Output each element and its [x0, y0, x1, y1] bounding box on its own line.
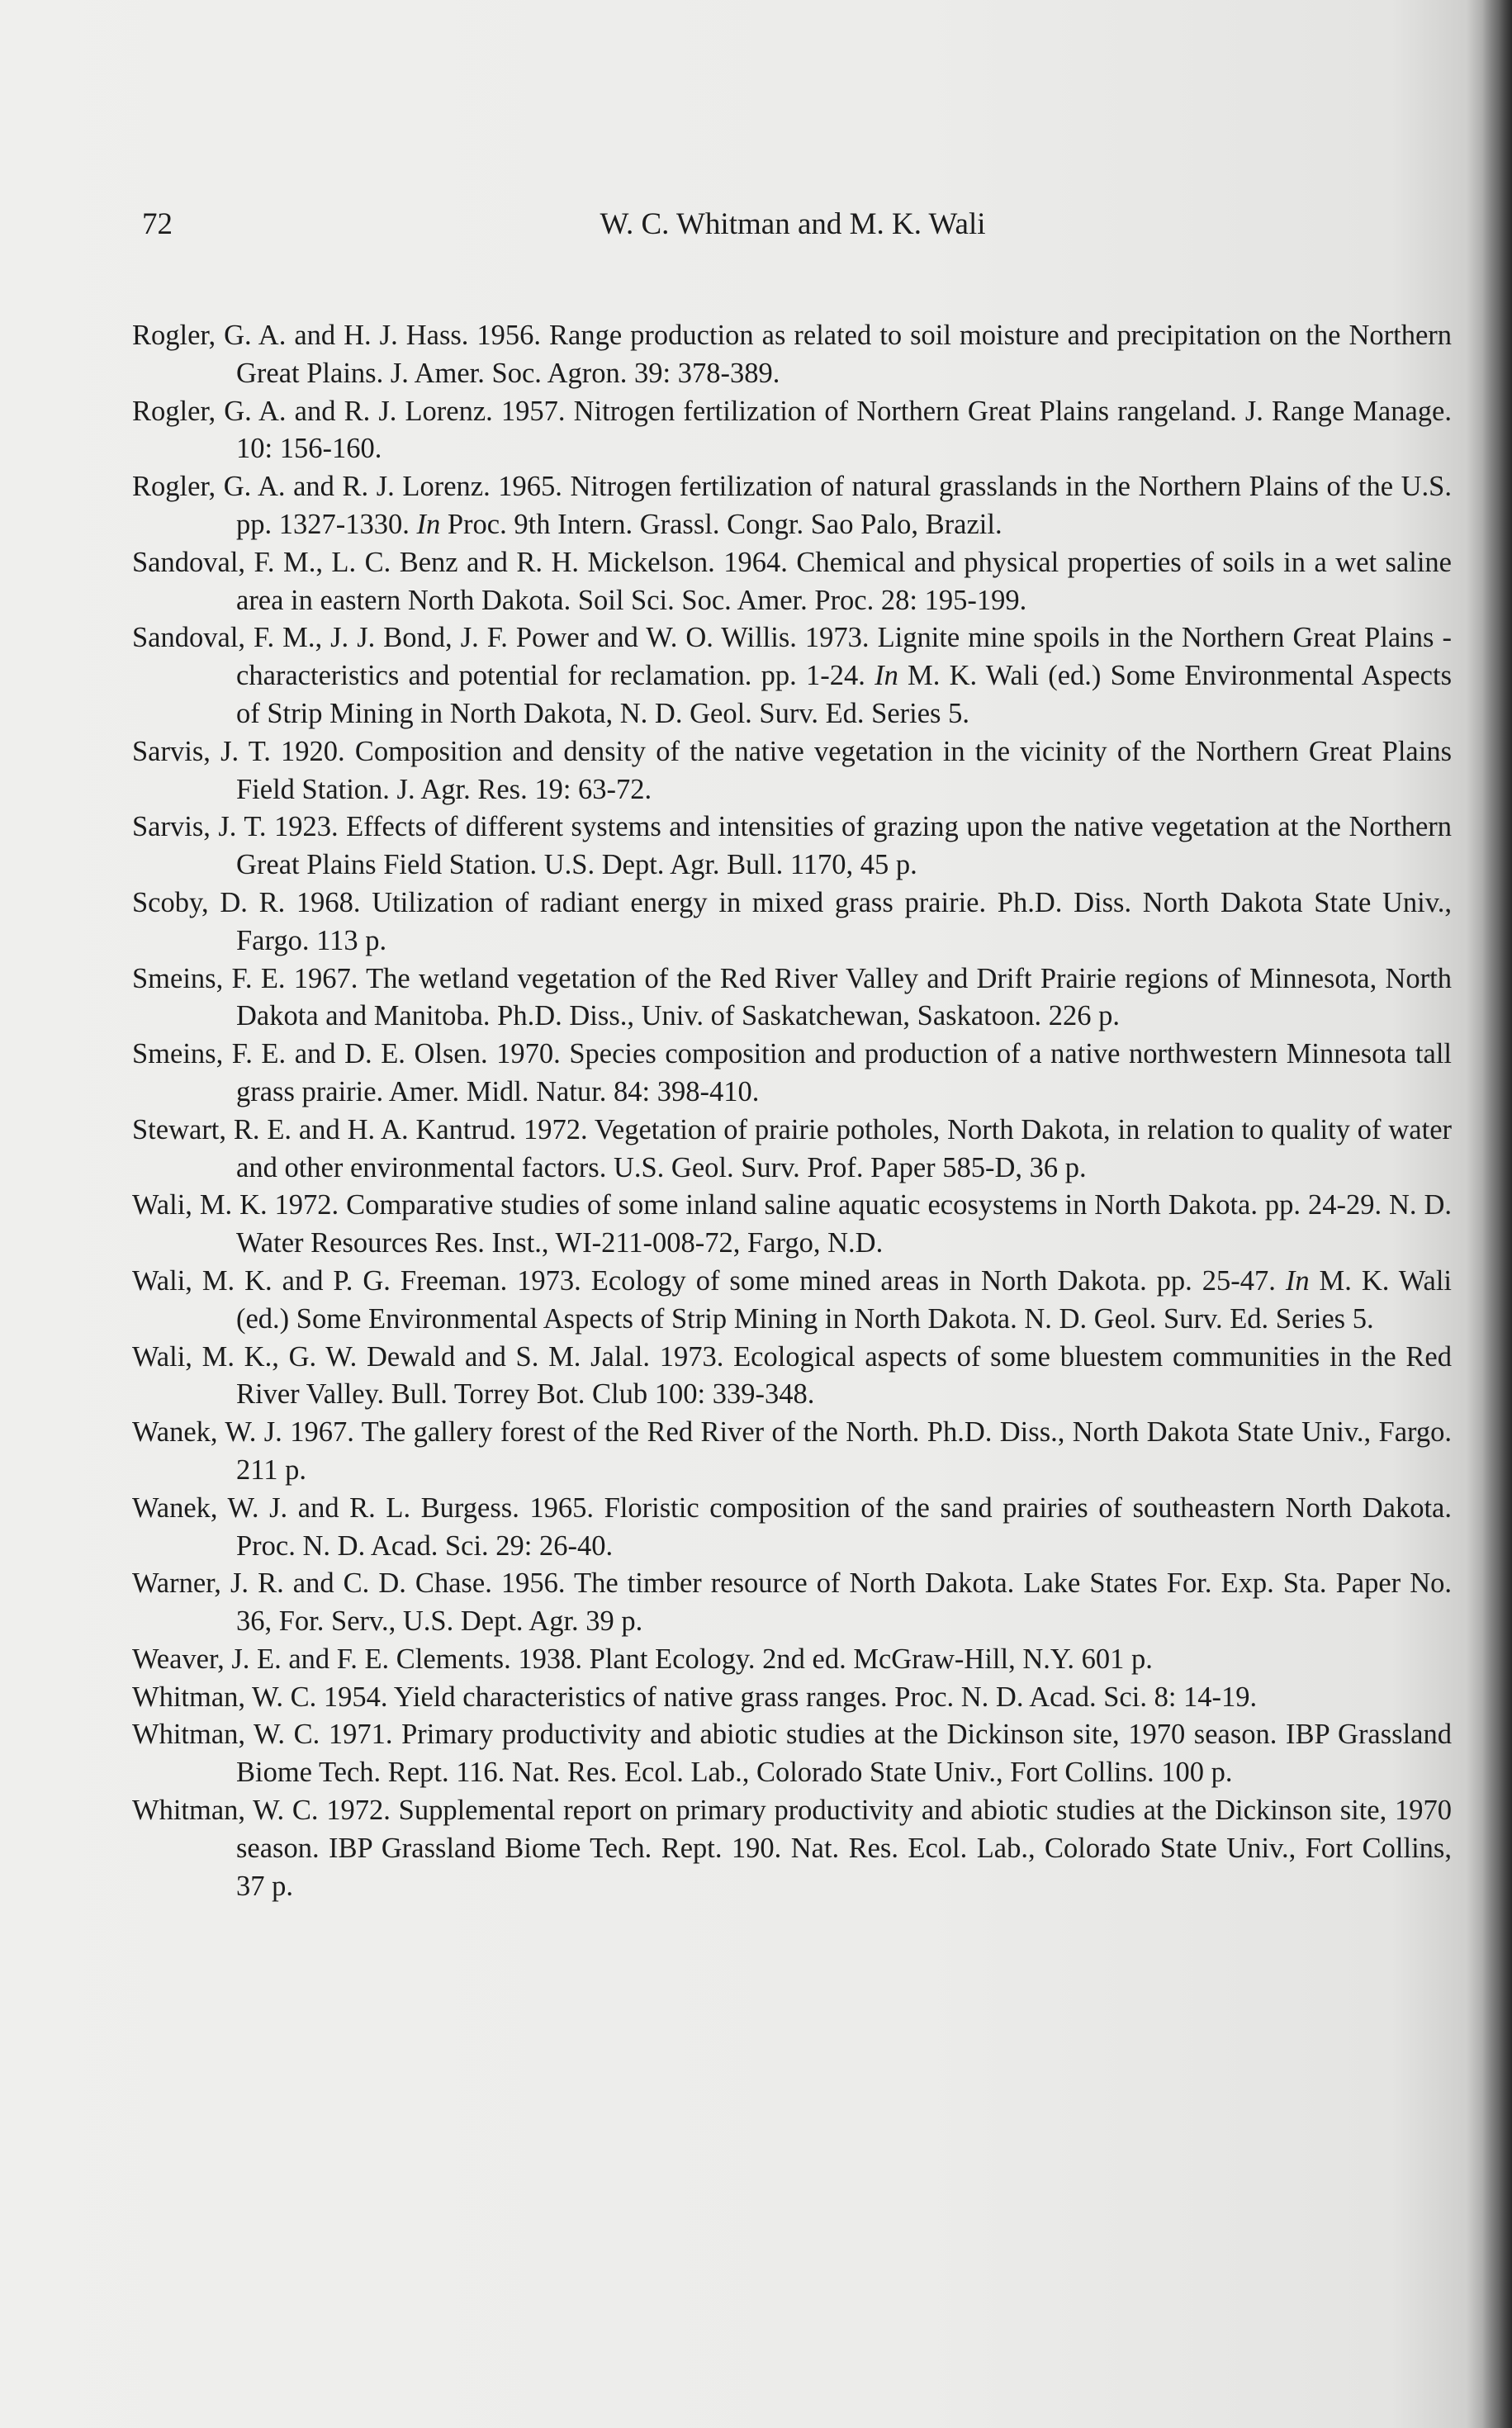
reference-text: Scoby, D. R. 1968. Utilization of radiant energy in mixed grass prairie. Ph.D. Diss. North Dakota State Univ., Fargo. 113 p.	[132, 886, 1452, 956]
reference-text: Weaver, J. E. and F. E. Clements. 1938. Plant Ecology. 2nd ed. McGraw-Hill, N.Y. 601 p.	[132, 1643, 1153, 1675]
reference-text-continued: Proc. 9th Intern. Grassl. Congr. Sao Palo, Brazil.	[440, 508, 1002, 540]
reference-text: Wanek, W. J. 1967. The gallery forest of the Red River of the North. Ph.D. Diss., North Dakota State Univ., Fargo. 211 p.	[132, 1416, 1452, 1486]
reference-list	[132, 317, 1452, 1905]
reference-text: Wali, M. K. 1972. Comparative studies of some inland saline aquatic ecosystems in North Dakota. pp. 24-29. N. D. Water Resources Res. Inst., WI-211-008-72, Fargo, N.D.	[132, 1189, 1452, 1259]
reference-entry	[132, 1187, 1452, 1263]
reference-text: Wanek, W. J. and R. L. Burgess. 1965. Floristic composition of the sand prairies of southeastern North Dakota. Proc. N. D. Acad. Sci. 29: 26-40.	[132, 1491, 1452, 1562]
reference-text: Smeins, F. E. 1967. The wetland vegetation of the Red River Valley and Drift Prairie regions of Minnesota, North Dakota and Manitoba. Ph.D. Diss., Univ. of Saskatchewan, Saskatoon. 226 p.	[132, 962, 1452, 1032]
reference-entry	[132, 544, 1452, 620]
reference-italic: In	[1285, 1264, 1310, 1297]
reference-entry	[132, 1792, 1452, 1905]
reference-entry	[132, 1112, 1452, 1188]
reference-text: Sandoval, F. M., J. J. Bond, J. F. Power and W. O. Willis. 1973. Lignite mine spoils in the Northern Great Plains - characteristics and potential for reclamation. pp. 1-24.	[132, 622, 1452, 692]
reference-text: Wali, M. K. and P. G. Freeman. 1973. Ecology of some mined areas in North Dakota. pp. 25-47.	[132, 1264, 1286, 1297]
reference-entry	[132, 1679, 1452, 1717]
reference-entry	[132, 619, 1452, 733]
reference-italic: In	[874, 660, 898, 692]
reference-text: Rogler, G. A. and H. J. Hass. 1956. Range production as related to soil moisture and precipitation on the Northern Great Plains. J. Amer. Soc. Agron. 39: 378-389.	[132, 320, 1452, 389]
reference-text: Sarvis, J. T. 1920. Composition and density of the native vegetation in the vicinity of the Northern Great Plains Field Station. J. Agr. Res. 19: 63-72.	[132, 735, 1452, 805]
reference-text: Stewart, R. E. and H. A. Kantrud. 1972. Vegetation of prairie potholes, North Dakota, in relation to quality of water and other environmental factors. U.S. Geol. Surv. Prof. Paper 585-D, 36 p.	[132, 1113, 1452, 1183]
page-number: 72	[142, 207, 173, 241]
reference-entry	[132, 317, 1452, 393]
reference-text: Whitman, W. C. 1972. Supplemental report on primary productivity and abiotic studies at the Dickinson site, 1970 season. IBP Grassland Biome Tech. Rept. 190. Nat. Res. Ecol. Lab., Colorado State Univ., Fort Collins, 37 p.	[132, 1795, 1452, 1902]
reference-entry	[132, 1641, 1452, 1679]
reference-italic: In	[416, 508, 441, 540]
reference-entry	[132, 1490, 1452, 1566]
page-edge-shadow	[1482, 0, 1512, 2428]
reference-text: Rogler, G. A. and R. J. Lorenz. 1965. Nitrogen fertilization of natural grasslands in the Northern Plains of the U.S. pp. 1327-1330.	[132, 471, 1452, 540]
reference-entry	[132, 884, 1452, 960]
reference-entry	[132, 1263, 1452, 1339]
reference-entry	[132, 733, 1452, 809]
reference-entry	[132, 1565, 1452, 1641]
reference-text-continued: M. K. Wali (ed.) Some Environmental Aspects of Strip Mining in North Dakota. N. D. Geol. Surv. Ed. Series 5.	[236, 1264, 1452, 1335]
reference-entry	[132, 1339, 1452, 1415]
reference-entry	[132, 1716, 1452, 1792]
page-header	[132, 206, 1453, 248]
reference-text: Wali, M. K., G. W. Dewald and S. M. Jalal. 1973. Ecological aspects of some bluestem communities in the Red River Valley. Bull. Torrey Bot. Club 100: 339-348.	[132, 1340, 1452, 1411]
reference-text-continued: M. K. Wali (ed.) Some Environmental Aspects of Strip Mining in North Dakota, N. D. Geol. Surv. Ed. Series 5.	[236, 660, 1453, 729]
reference-entry	[132, 393, 1452, 469]
reference-text: Warner, J. R. and C. D. Chase. 1956. The timber resource of North Dakota. Lake States For. Exp. Sta. Paper No. 36, For. Serv., U.S. Dept. Agr. 39 p.	[132, 1567, 1452, 1638]
reference-entry	[132, 809, 1452, 884]
reference-entry	[132, 468, 1452, 544]
running-head: W. C. Whitman and M. K. Wali	[600, 207, 986, 241]
reference-text: Rogler, G. A. and R. J. Lorenz. 1957. Nitrogen fertilization of Northern Great Plains rangeland. J. Range Manage. 10: 156-160.	[132, 395, 1452, 465]
reference-text: Sarvis, J. T. 1923. Effects of different systems and intensities of grazing upon the native vegetation at the Northern Great Plains Field Station. U.S. Dept. Agr. Bull. 1170, 45 p.	[132, 811, 1452, 881]
reference-entry	[132, 1036, 1452, 1112]
reference-entry	[132, 1414, 1452, 1490]
reference-text: Whitman, W. C. 1971. Primary productivity and abiotic studies at the Dickinson site, 1970 season. IBP Grassland Biome Tech. Rept. 116. Nat. Res. Ecol. Lab., Colorado State Univ., Fort Collins. 100 p.	[132, 1719, 1452, 1789]
reference-text: Whitman, W. C. 1954. Yield characteristics of native grass ranges. Proc. N. D. Acad. Sci. 8: 14-19.	[132, 1681, 1258, 1713]
reference-entry	[132, 960, 1452, 1036]
reference-text: Sandoval, F. M., L. C. Benz and R. H. Mickelson. 1964. Chemical and physical properties of soils in a wet saline area in eastern North Dakota. Soil Sci. Soc. Amer. Proc. 28: 195-199.	[132, 546, 1452, 616]
reference-text: Smeins, F. E. and D. E. Olsen. 1970. Species composition and production of a native northwestern Minnesota tall grass prairie. Amer. Midl. Natur. 84: 398-410.	[132, 1038, 1452, 1107]
